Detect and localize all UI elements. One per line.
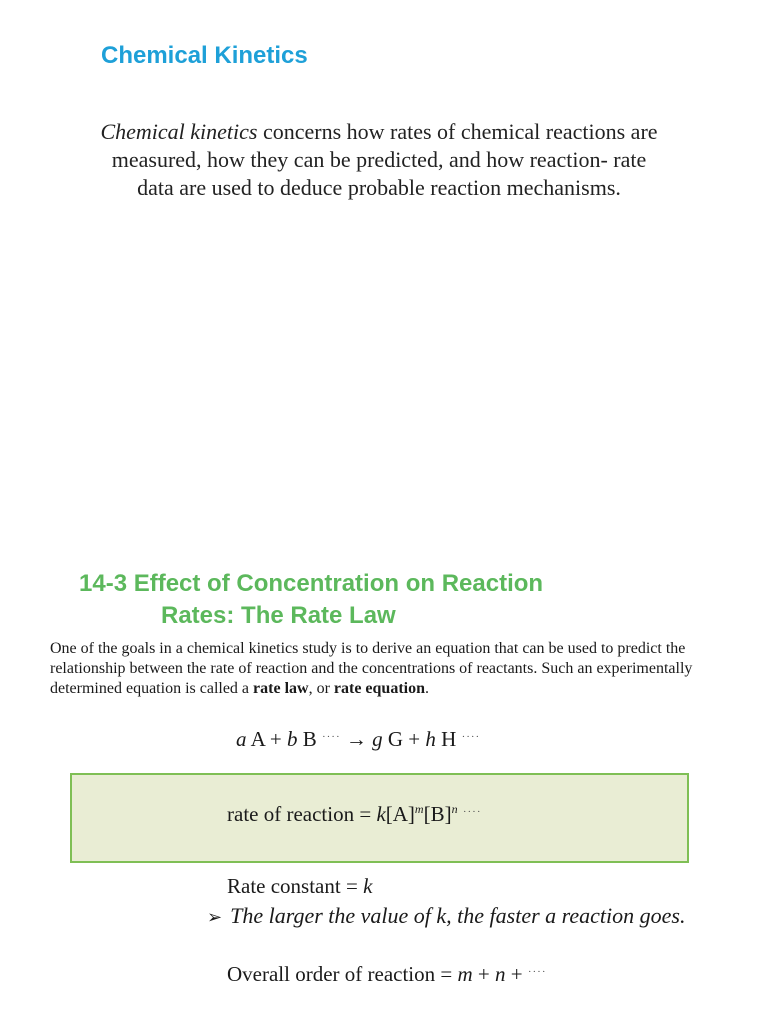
term-rate-law: rate law [253, 680, 309, 697]
order-label: Overall order of reaction = [227, 962, 458, 986]
plus: + [505, 962, 528, 986]
para-end: . [425, 680, 429, 697]
rate-label: rate of reaction = [227, 802, 377, 826]
conc-b: [B] [423, 802, 452, 826]
bullet-arrow-icon: ➢ [207, 907, 223, 927]
rate-law-expression [227, 802, 482, 827]
dots: ···· [462, 806, 482, 818]
slide-title-chemical-kinetics: Chemical Kinetics [101, 42, 308, 69]
intro-paragraph [100, 118, 658, 202]
bullet-text: The larger the value of k, the faster a reaction goes. [230, 903, 686, 928]
exponent-n: n [451, 802, 458, 816]
rate-constant-line [227, 874, 372, 899]
overall-order-line [227, 962, 547, 987]
dots: ···· [461, 731, 481, 743]
para-mid: , or [308, 680, 334, 697]
species-b: B [297, 727, 322, 751]
para-text: One of the goals in a chemical kinetics study is to derive an equation that can be used to predict the relationship between the rate of reaction and the concentrations of reactants. Such an experimentally determined equation is called a [50, 640, 693, 697]
conc-a: [A] [385, 802, 415, 826]
reaction-arrow: → [340, 727, 373, 751]
intro-text: concerns how rates of chemical reactions are measured, how they can be predicted, and how reaction- rate data are used to deduce probable reaction mechanisms. [111, 119, 658, 200]
rate-constant-label: Rate constant = [227, 874, 364, 898]
exponent-m: m [414, 802, 424, 816]
order-m: m [457, 962, 473, 986]
bullet-point [207, 903, 686, 929]
section-title-line2: Rates: The Rate Law [161, 602, 396, 629]
coef-g: g [372, 727, 383, 751]
species-h: H [435, 727, 462, 751]
term-rate-equation: rate equation [333, 680, 425, 697]
rate-constant-k: k [363, 874, 373, 898]
species-g: G + [382, 727, 426, 751]
species-a: A + [246, 727, 287, 751]
section-title [79, 568, 679, 632]
rate-law-paragraph [50, 639, 740, 699]
intro-term: Chemical kinetics [100, 119, 258, 144]
coef-b: b [286, 727, 298, 751]
dots: ···· [527, 966, 547, 978]
section-title-line1: 14-3 Effect of Concentration on Reaction [79, 570, 544, 597]
reaction-equation [236, 727, 480, 752]
rate-k: k [376, 802, 386, 826]
order-n: n [495, 962, 506, 986]
plus: + [472, 962, 496, 986]
coef-h: h [425, 727, 436, 751]
coef-a: a [236, 727, 247, 751]
dots: ···· [321, 731, 341, 743]
